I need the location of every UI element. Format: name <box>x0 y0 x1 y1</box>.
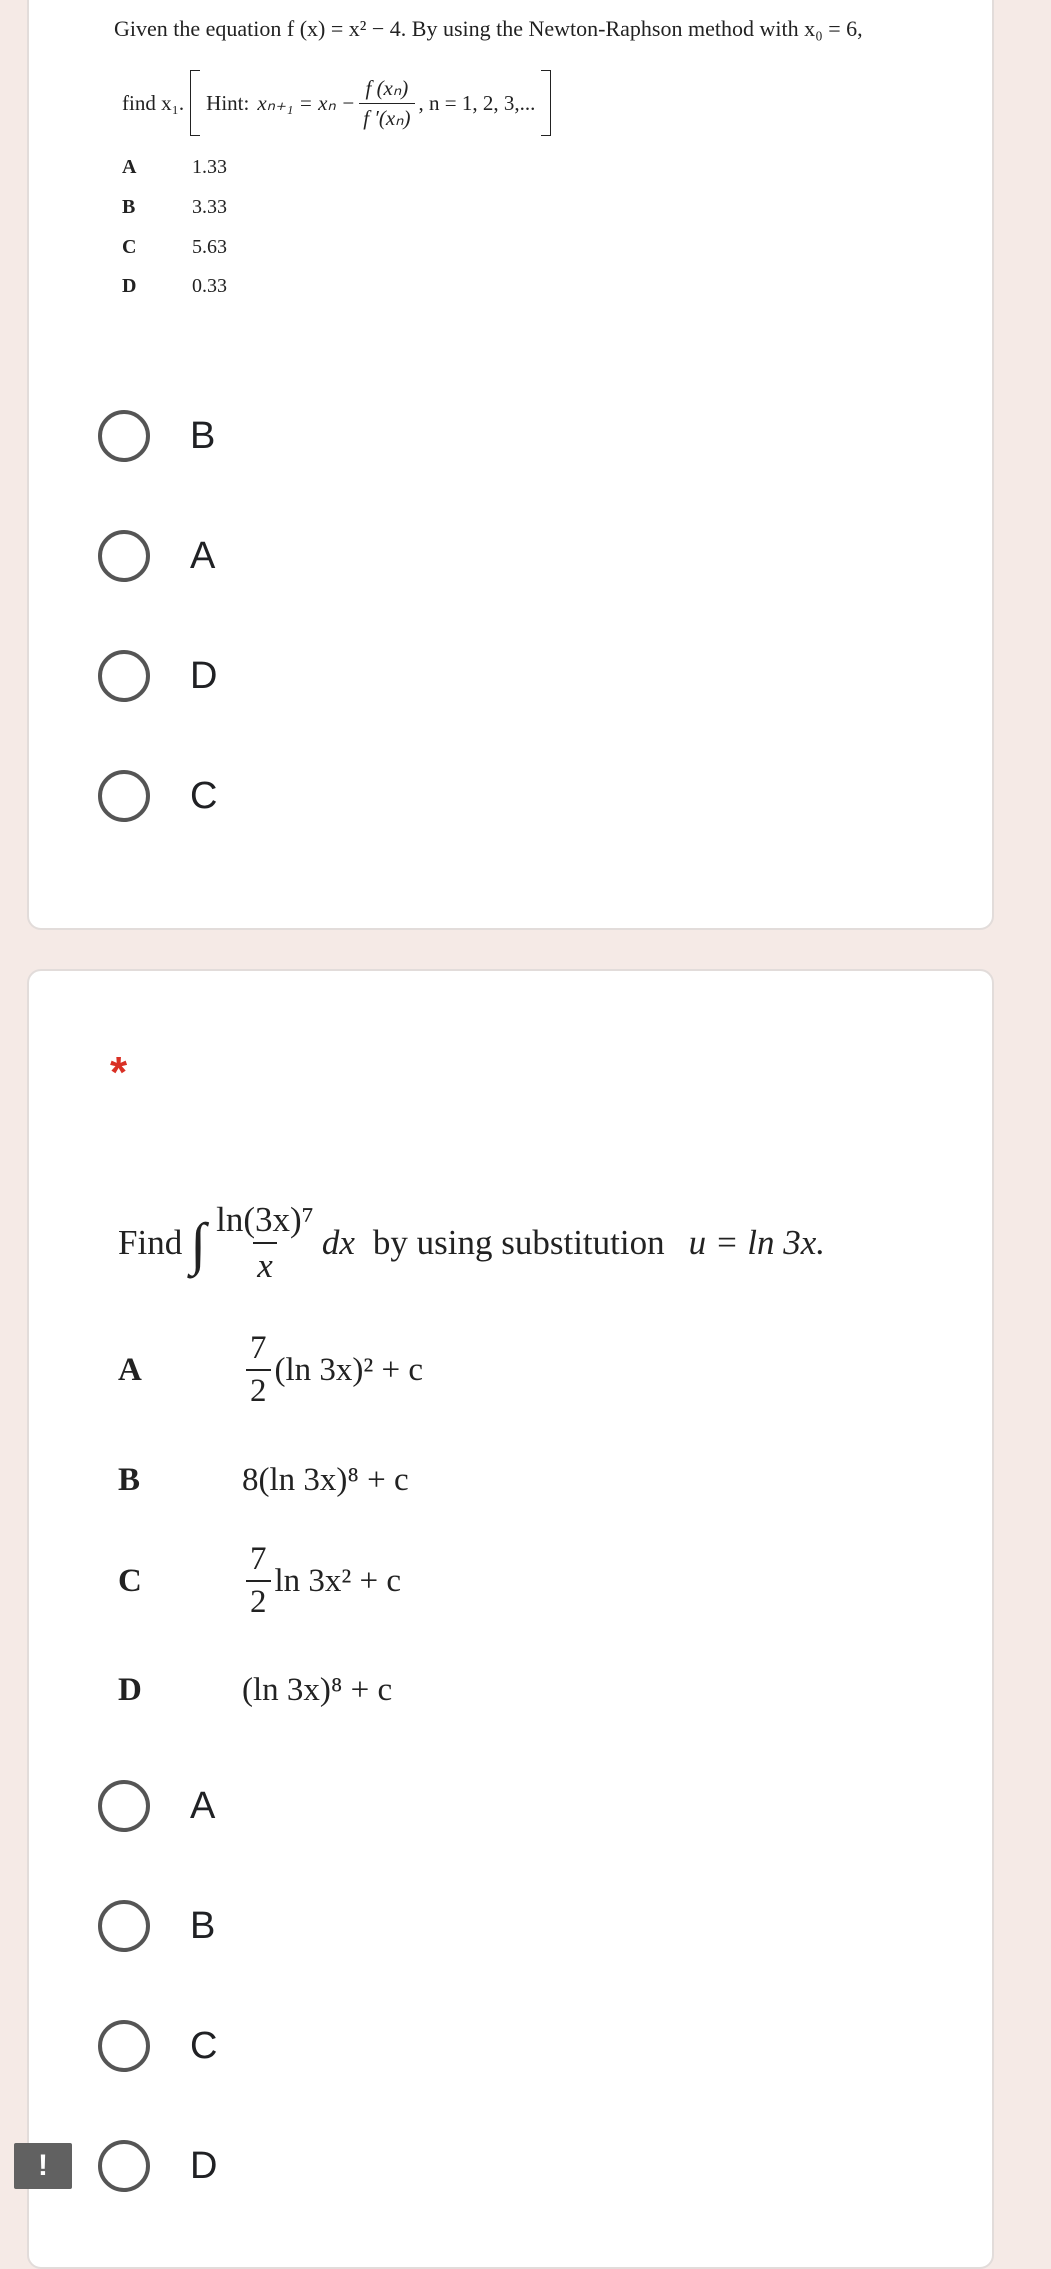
substitution-text: by using substitution <box>372 1223 665 1262</box>
radio-button[interactable] <box>98 1780 150 1832</box>
radio-button[interactable] <box>98 530 150 582</box>
hint-tail: , n = 1, 2, 3,... <box>418 90 536 115</box>
choice-label: B <box>190 1904 216 1947</box>
option-letter: D <box>118 1672 142 1708</box>
alert-icon[interactable]: ! <box>14 2143 72 2189</box>
question2-choice-c[interactable] <box>98 2016 217 2076</box>
choice-label: D <box>190 2144 218 2187</box>
question1-choice-a[interactable] <box>98 526 215 586</box>
substitution-eq: u = ln 3x. <box>688 1223 825 1262</box>
question1-choice-c[interactable] <box>98 766 217 826</box>
option-value: 3.33 <box>192 196 227 218</box>
option-fraction <box>246 1330 271 1410</box>
option-letter: C <box>122 236 137 258</box>
hint-fraction <box>359 76 414 131</box>
question2-choice-a[interactable] <box>98 1776 215 1836</box>
question2-choice-b[interactable] <box>98 1896 215 1956</box>
choice-label: A <box>190 1784 216 1827</box>
choice-label: A <box>190 534 216 577</box>
integrand-den: x <box>253 1242 277 1286</box>
question1-find-label: find x₁. <box>122 90 185 115</box>
question1-text: Given the equation f (x) = x² − 4. By using the Newton-Raphson method with x₀ = 6, <box>114 16 863 41</box>
question1-find-line <box>122 70 557 136</box>
fraction-den: 2 <box>246 1580 271 1621</box>
radio-button[interactable] <box>98 770 150 822</box>
radio-button[interactable] <box>98 410 150 462</box>
option-value: 0.33 <box>192 275 227 297</box>
option-letter: C <box>118 1562 142 1599</box>
hint-label: Hint: <box>206 90 250 115</box>
option-expression: (ln 3x)⁸ + c <box>242 1672 393 1708</box>
choice-label: D <box>190 654 218 697</box>
option-letter: B <box>122 196 136 218</box>
option-value: 1.33 <box>192 156 227 178</box>
question1-choice-d[interactable] <box>98 646 217 706</box>
fraction-num: 7 <box>250 1330 267 1366</box>
option-letter: A <box>118 1351 142 1388</box>
option-expression: ln 3x² + c <box>274 1562 402 1599</box>
option-expression: (ln 3x)² + c <box>274 1351 424 1388</box>
option-letter: D <box>122 275 137 297</box>
question1-option-a <box>122 156 227 179</box>
question1-option-b <box>122 196 227 219</box>
choice-label: C <box>190 774 218 817</box>
required-mark: * <box>110 1048 128 1097</box>
choice-label: C <box>190 2024 218 2067</box>
question1-option-c <box>122 236 227 259</box>
fraction-num: 7 <box>250 1541 267 1577</box>
question1-choice-b[interactable] <box>98 406 215 466</box>
choice-label: B <box>190 414 216 457</box>
option-expression: 8(ln 3x)⁸ + c <box>242 1462 409 1498</box>
option-value: 5.63 <box>192 236 227 258</box>
hint-fraction-den: f ′(xₙ) <box>359 103 414 131</box>
hint-fraction-num: f (xₙ) <box>365 75 409 100</box>
hint-bracket-left <box>190 70 200 136</box>
question2-choice-d[interactable] <box>98 2136 217 2196</box>
question2-option-c <box>118 1541 401 1621</box>
option-fraction <box>246 1541 271 1621</box>
find-word: Find <box>118 1223 183 1262</box>
radio-button[interactable] <box>98 2140 150 2192</box>
radio-button[interactable] <box>98 1900 150 1952</box>
fraction-den: 2 <box>246 1369 271 1410</box>
question2-text <box>118 1200 825 1286</box>
radio-button[interactable] <box>98 2020 150 2072</box>
question2-option-b <box>118 1462 409 1499</box>
dx: dx <box>321 1223 355 1262</box>
question1-option-d <box>122 275 227 298</box>
integral-sign: ∫ <box>190 1210 207 1276</box>
hint-bracket-right <box>541 70 551 136</box>
radio-button[interactable] <box>98 650 150 702</box>
hint-lhs: xₙ₊₁ = xₙ − <box>257 90 356 115</box>
question2-option-a <box>118 1330 423 1410</box>
option-letter: A <box>122 156 137 178</box>
option-letter: B <box>118 1462 141 1498</box>
question2-option-d <box>118 1672 392 1709</box>
integrand-num: ln(3x)⁷ <box>216 1200 314 1239</box>
integrand-fraction <box>212 1200 318 1286</box>
